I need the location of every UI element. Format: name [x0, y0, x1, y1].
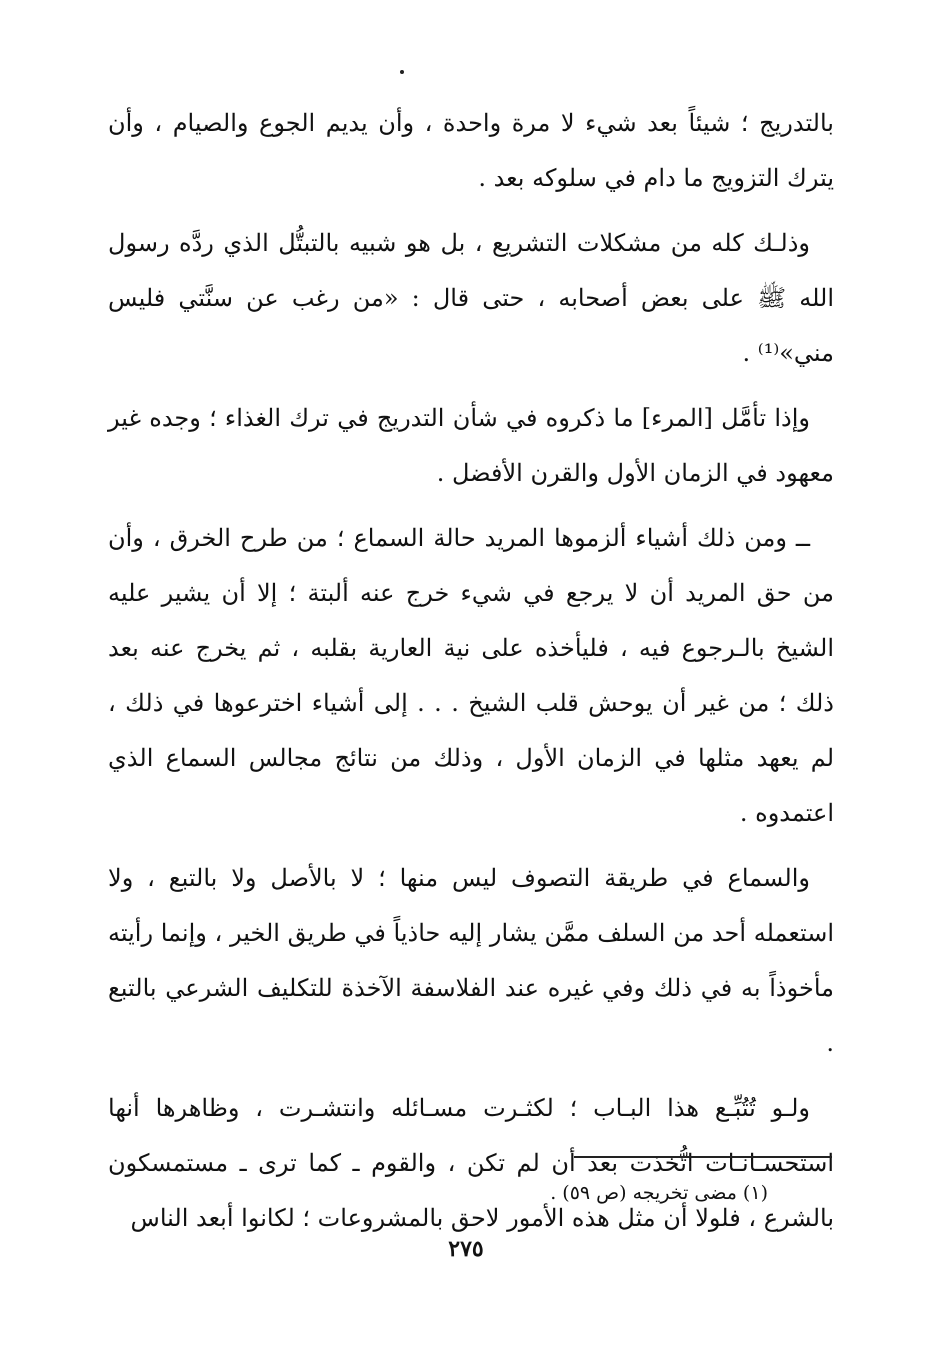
footnote-divider	[574, 1156, 832, 1158]
body-text	[108, 96, 834, 1256]
speck-mark	[400, 70, 404, 74]
paragraph-3: وإذا تأمَّل [المرء] ما ذكروه في شأن التدريج في ترك الغذاء ؛ وجده غير معهود في الزمان الأول والقرن الأفضل .	[108, 404, 834, 487]
paragraph-4: ــ ومن ذلك أشياء ألزموها المريد حالة السماع ؛ من طرح الخرق ، وأن من حق المريد أن لا يرجع في شيء خرج عنه ألبتة ؛ إلا أن يشير عليه الشيخ بالـرجوع فيه ، فليأخذه على نية العارية بقلبه ، ثم يخرج عنه بعد ذلك ؛ من غير أن يوحش قلب الشيخ . . . إلى أشياء اخترعوها في ذلك ، لم يعهد مثلها في الزمان الأول ، وذلك من نتائج مجالس السماع الذي اعتمدوه .	[108, 524, 834, 827]
paragraph-2: وذلـك كله من مشكلات التشريع ، بل هو شبيه بالتبتُّل الذي ردَّه رسول الله ﷺ على بعض أصحابه ، حتى قال : «من رغب عن سنَّتي فليس مني»⁽¹⁾ .	[108, 229, 834, 367]
paragraph-5: والسماع في طريقة التصوف ليس منها ؛ لا بالأصل ولا بالتبع ، ولا استعمله أحد من السلف ممَّن يشار إليه حاذياً في طريق الخير ، وإنما رأيته مأخوذاً به في ذلك وفي غيره عند الفلاسفة الآخذة للتكليف الشرعي بالتبع .	[108, 864, 834, 1057]
page-number: ٢٧٥	[448, 1236, 484, 1262]
paragraph-1: بالتدريج ؛ شيئاً بعد شيء لا مرة واحدة ، وأن يديم الجوع والصيام ، وأن يترك التزويج ما دام في سلوكه بعد .	[108, 109, 834, 192]
footnote: (١) مضى تخريجه (ص ٥٩) .	[550, 1182, 768, 1204]
paragraph-6: ولـو تُتُبِّـع هذا البـاب ؛ لكثـرت مسـائله وانتشـرت ، وظاهرها أنها استحسـانـات اتُّخذت بعد أن لم تكن ، والقوم ـ كما ترى ـ مستمسكون بالشرع ، فلولا أن مثل هذه الأمور لاحق بالمشروعات ؛ لكانوا أبعد الناس	[108, 1094, 834, 1232]
